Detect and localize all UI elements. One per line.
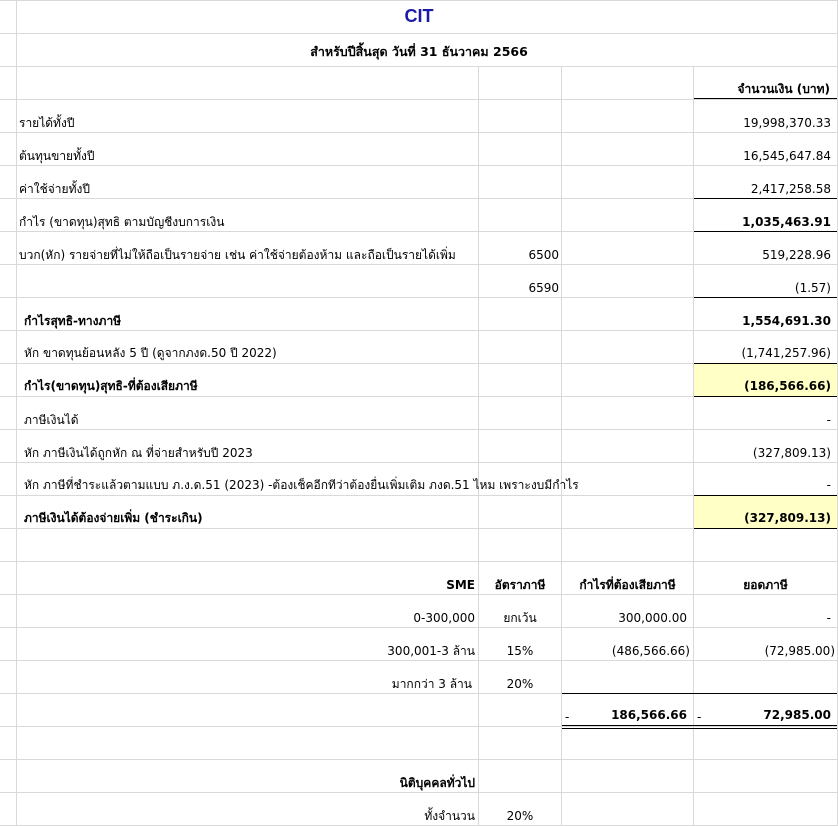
row-label: หัก ขาดทุนย้อนหลัง 5 ปี (ดูจากภงด.50 ปี 2022) (24, 346, 277, 360)
row-label: กำไรสุทธิ-ทางภาษี (24, 314, 122, 328)
subtotal-line (694, 495, 837, 496)
total-line (694, 528, 837, 529)
row-amount: 519,228.96 (762, 248, 831, 262)
page-title: CIT (404, 6, 434, 26)
bracket-rate: ยกเว้น (503, 611, 537, 625)
row-label: รายได้ทั้งปี (19, 116, 75, 130)
row-label: ภาษีเงินได้ (24, 413, 79, 427)
row-amount: 2,417,258.58 (750, 182, 831, 196)
bracket-rate: 20% (506, 677, 534, 691)
row-amount: 1,035,463.91 (742, 215, 831, 229)
bracket-range: มากกว่า 3 ล้าน (391, 677, 472, 691)
sme-header: SME (446, 578, 475, 592)
row-label: บวก(หัก) รายจ่ายที่ไม่ให้ถือเป็นรายจ่าย เช่น ค่าใช้จ่ายต้องห้าม และถือเป็นรายได้เพิ่ม (19, 248, 456, 262)
bracket-profit: (486,566.66) (611, 644, 690, 658)
row-amount: (1.57) (794, 281, 831, 295)
bracket-range: 0-300,000 (413, 611, 475, 625)
row-label: กำไร (ขาดทุน)สุทธิ ตามบัญชีงบการเงิน (19, 215, 225, 229)
row-label: ค่าใช้จ่ายทั้งปี (19, 182, 90, 196)
row-amount: (186,566.66) (744, 379, 831, 393)
double-line-1 (562, 725, 837, 726)
subtotal-line (694, 363, 837, 364)
row-label: ภาษีเงินได้ต้องจ่ายเพิ่ม (ชำระเกิน) (24, 511, 203, 525)
row-amount: (1,741,257.96) (741, 346, 831, 360)
row-amount: (327,809.13) (752, 446, 831, 460)
row-amount: 19,998,370.33 (743, 116, 831, 130)
total-tax: 72,985.00 (763, 708, 831, 722)
row-amount: - (826, 413, 831, 427)
amount-header: จำนวนเงิน (บาท) (737, 82, 830, 96)
subtotal-line (694, 297, 837, 298)
row-code: 6500 (528, 248, 559, 262)
row-amount: - (826, 478, 831, 492)
row-label: หัก ภาษีเงินได้ถูกหัก ณ ที่จ่ายสำหรับปี 2023 (24, 446, 253, 460)
profit-header: กำไรที่ต้องเสียภาษี (579, 578, 676, 592)
double-line-2 (562, 728, 837, 729)
total-line (694, 231, 837, 232)
row-amount: 1,554,691.30 (742, 314, 831, 328)
row-label: กำไร(ขาดทุน)สุทธิ-ที่ต้องเสียภาษี (24, 379, 198, 393)
bracket-tax: - (826, 611, 831, 625)
row-code: 6590 (528, 281, 559, 295)
total-tax-prefix: - (697, 710, 702, 724)
row-label: หัก ภาษีที่ชำระแล้วตามแบบ ภ.ง.ด.51 (2023) -ต้องเช็คอีกทีว่าต้องยื่นเพิ่มเติม ภงด.51 ไหม เพราะงบมีกำไร (24, 478, 579, 492)
bracket-range: 300,001-3 ล้าน (387, 644, 475, 658)
row-label: ต้นทุนขายทั้งปี (19, 149, 95, 163)
general-heading: นิติบุคคลทั่วไป (399, 776, 475, 790)
general-rate: 20% (506, 809, 534, 823)
total-line (694, 396, 837, 397)
row-amount: (327,809.13) (744, 511, 831, 525)
general-label: ทั้งจำนวน (424, 809, 475, 823)
bracket-profit: 300,000.00 (618, 611, 687, 625)
row-amount: 16,545,647.84 (743, 149, 831, 163)
header-underline (694, 98, 837, 99)
subtotal-line (694, 198, 837, 199)
total-profit: 186,566.66 (611, 708, 687, 722)
tax-header: ยอดภาษี (743, 578, 788, 592)
bracket-rate: 15% (506, 644, 534, 658)
sme-total-line (562, 693, 837, 694)
page-subtitle: สำหรับปีสิ้นสุด วันที่ 31 ธันวาคม 2566 (310, 44, 528, 59)
rate-header: อัตราภาษี (494, 578, 546, 592)
bracket-tax: (72,985.00) (764, 644, 835, 658)
total-profit-prefix: - (565, 710, 570, 724)
